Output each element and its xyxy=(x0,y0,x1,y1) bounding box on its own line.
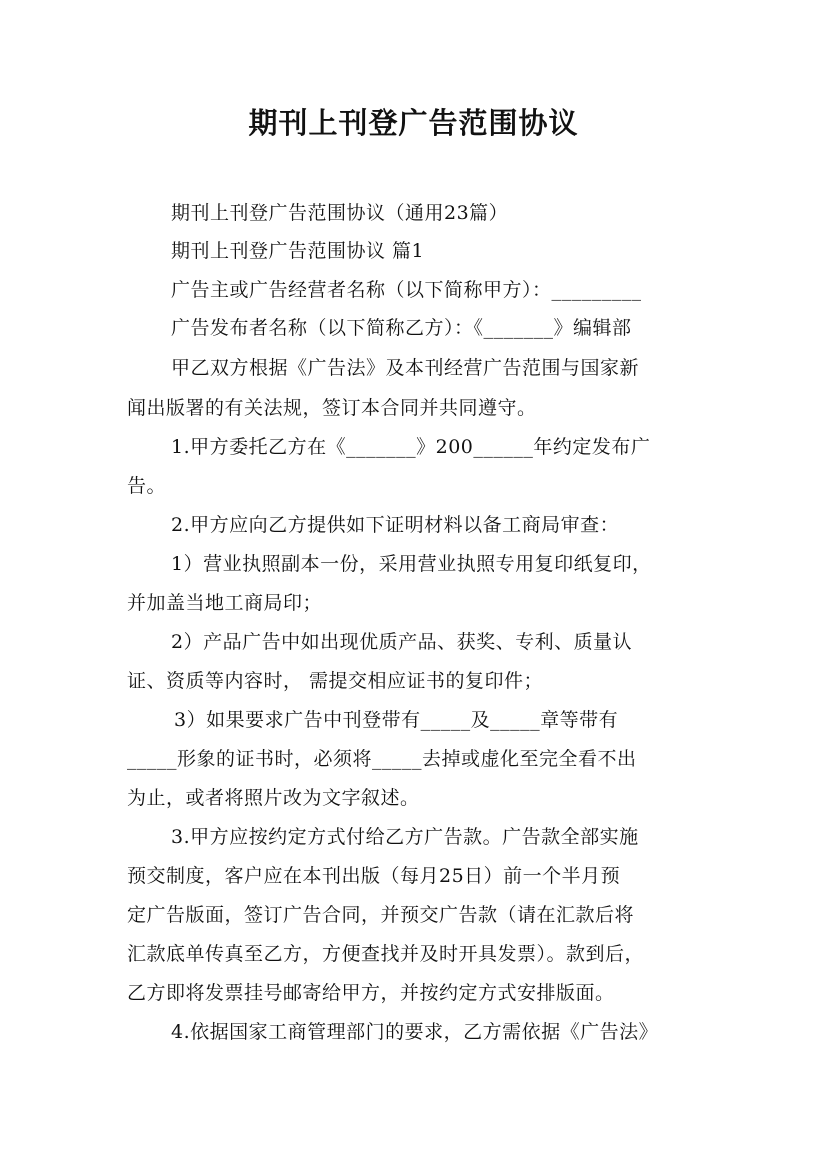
clause-3-line: 定广告版面，签订广告合同，并预交广告款（请在汇款后将 xyxy=(127,904,635,926)
clause-1-line: 告。 xyxy=(127,475,167,497)
party-a-line: 广告主或广告经营者名称（以下简称甲方）：_________ xyxy=(171,279,642,301)
section-heading: 期刊上刊登广告范围协议 篇1 xyxy=(171,240,425,262)
clause-3-line: 3.甲方应按约定方式付给乙方广告款。广告款全部实施 xyxy=(171,826,639,848)
clause-3-line: 预交制度，客户应在本刊出版（每月25日）前一个半月预 xyxy=(127,865,621,887)
document-title: 期刊上刊登广告范围协议 xyxy=(248,106,579,140)
item-2-line: 2）产品广告中如出现优质产品、获奖、专利、质量认 xyxy=(171,631,633,653)
item-3-line: 为止，或者将照片改为文字叙述。 xyxy=(127,787,420,809)
paragraph-line: 闻出版署的有关法规，签订本合同并共同遵守。 xyxy=(127,397,537,419)
clause-4-line: 4.依据国家工商管理部门的要求，乙方需依据《广告法》 xyxy=(171,1021,659,1043)
clause-3-line: 乙方即将发票挂号邮寄给甲方，并按约定方式安排版面。 xyxy=(127,982,615,1004)
item-2-line: 证、资质等内容时， 需提交相应证书的复印件； xyxy=(127,670,544,692)
subtitle-line: 期刊上刊登广告范围协议（通用23篇） xyxy=(171,202,509,224)
item-1-line: 并加盖当地工商局印； xyxy=(127,592,323,614)
item-1-line: 1）营业执照副本一份，采用营业执照专用复印纸复印， xyxy=(171,553,652,575)
paragraph-line: 甲乙双方根据《广告法》及本刊经营广告范围与国家新 xyxy=(171,357,640,379)
item-3-line: _____形象的证书时，必须将_____去掉或虚化至完全看不出 xyxy=(127,748,637,770)
clause-1-line: 1.甲方委托乙方在《_______》200______年约定发布广 xyxy=(171,436,651,458)
clause-3-line: 汇款底单传真至乙方，方便查找并及时开具发票）。款到后， xyxy=(127,943,645,965)
item-3-line: 3）如果要求广告中刊登带有_____及_____章等带有 xyxy=(174,709,619,731)
party-b-line: 广告发布者名称（以下简称乙方）：《_______》编辑部 xyxy=(171,317,632,339)
clause-2-line: 2.甲方应向乙方提供如下证明材料以备工商局审查： xyxy=(171,514,620,536)
